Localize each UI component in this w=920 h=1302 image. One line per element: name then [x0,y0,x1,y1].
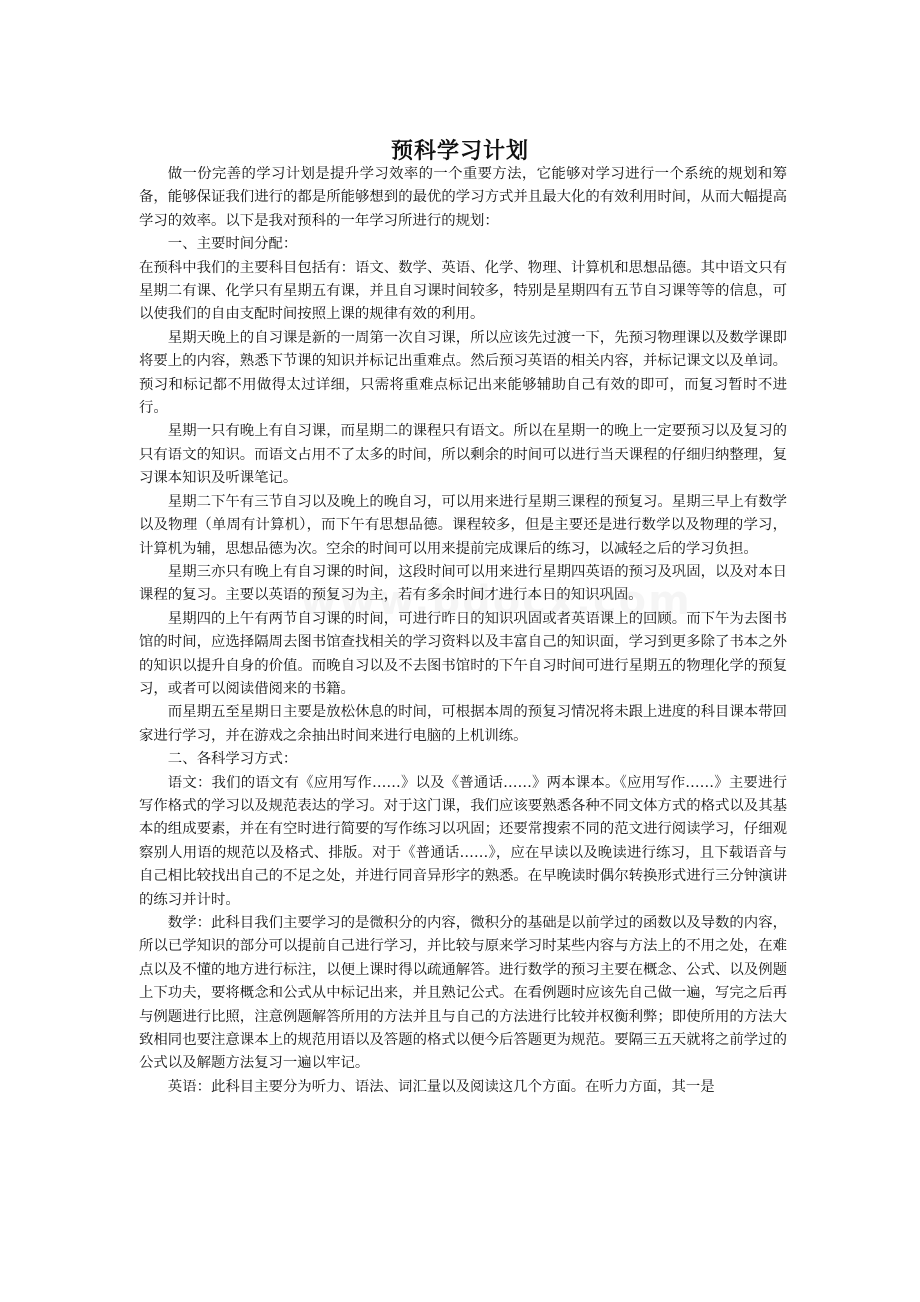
body-paragraph: 星期三亦只有晚上有自习课的时间，这段时间可以用来进行星期四英语的预习及巩固，以及对本日课程的复习。主要以英语的预复习为主，若有多余时间才进行本日的知识巩固。 [139,563,787,604]
body-paragraph: 数学：此科目我们主要学习的是微积分的内容，微积分的基础是以前学过的函数以及导数的内容，所以已学知识的部分可以提前自己进行学习，并比较与原来学习时某些内容与方法上的不用之处，在难点以及不懂的地方进行标注，以便上课时得以疏通解答。进行数学的预习主要在概念、公式、以及例题上下功夫，要将概念和公式从中标记出来，并且熟记公式。在看例题时应该先自己做一遍，写完之后再与例题进行比照，注意例题解答所用的方法并且与自己的方法进行比较并权衡利弊；即使所用的方法大致相同也要注意课本上的规范用语以及答题的格式以便今后答题更为规范。要隔三五天就将之前学过的公式以及解题方法复习一遍以牢记。 [139,915,787,1072]
body-paragraph: 星期二下午有三节自习以及晚上的晚自习，可以用来进行星期三课程的预复习。星期三早上有数学以及物理（单周有计算机），而下午有思想品德。课程较多，但是主要还是进行数学以及物理的学习，计算机为辅，思想品德为次。空余的时间可以用来提前完成课后的练习，以减轻之后的学习负担。 [139,493,787,557]
body-paragraph: 在预科中我们的主要科目包括有：语文、数学、英语、化学、物理、计算机和思想品德。其中语文只有星期二有课、化学只有星期五有课，并且自习课时间较多，特别是星期四有五节自习课等等的信息，可以使我们的自由支配时间按照上课的规律有效的利用。 [139,259,787,323]
body-paragraph: 星期天晚上的自习课是新的一周第一次自习课，所以应该先过渡一下，先预习物理课以及数学课即将要上的内容，熟悉下节课的知识并标记出重难点。然后预习英语的相关内容，并标记课文以及单词。预习和标记都不用做得太过详细，只需将重难点标记出来能够辅助自己有效的即可，而复习暂时不进行。 [139,329,787,417]
body-paragraph: 星期一只有晚上有自习课，而星期二的课程只有语文。所以在星期一的晚上一定要预习以及复习的只有语文的知识。而语文占用不了太多的时间，所以剩余的时间可以进行当天课程的仔细归纳整理，复习课本知识及听课笔记。 [139,423,787,487]
intro-paragraph: 做一份完善的学习计划是提升学习效率的一个重要方法，它能够对学习进行一个系统的规划和筹备，能够保证我们进行的都是所能够想到的最优的学习方式并且最大化的有效利用时间，从而大幅提高学习的效率。以下是我对预科的一年学习所进行的规划： [139,166,787,229]
section-heading-time: 一、主要时间分配： [167,236,298,253]
section-heading-methods: 二、各科学习方式： [167,751,298,768]
body-paragraph: 而星期五至星期日主要是放松休息的时间，可根据本周的预复习情况将未跟上进度的科目课本带回家进行学习，并在游戏之余抽出时间来进行电脑的上机训练。 [139,704,787,744]
body-paragraph: 英语：此科目主要分为听力、语法、词汇量以及阅读这几个方面。在听力方面，其一是 [167,1078,715,1095]
document-title: 预科学习计划 [390,137,529,164]
body-paragraph: 语文：我们的语文有《应用写作……》以及《普通话……》两本课本。《应用写作……》主要进行写作格式的学习以及规范表达的学习。对于这门课，我们应该要熟悉各种不同文体方式的格式以及其基本的组成要素，并在有空时进行简要的写作练习以巩固；还要常搜索不同的范文进行阅读学习，仔细观察别人用语的规范以及格式、排版。对于《普通话……》，应在早读以及晚读进行练习，且下载语音与自己相比较找出自己的不足之处，并进行同音异形字的熟悉。在早晚读时偶尔转换形式进行三分钟演讲的练习并计时。 [139,774,787,908]
document-body [139,163,787,1099]
body-paragraph: 星期四的上午有两节自习课的时间，可进行昨日的知识巩固或者英语课上的回顾。而下午为去图书馆的时间，应选择隔周去图书馆查找相关的学习资料以及丰富自己的知识面，学习到更多除了书本之外的知识以提升自身的价值。而晚自习以及不去图书馆时的下午自习时间可进行星期五的物理化学的预复习，或者可以阅读借阅来的书籍。 [139,610,787,697]
